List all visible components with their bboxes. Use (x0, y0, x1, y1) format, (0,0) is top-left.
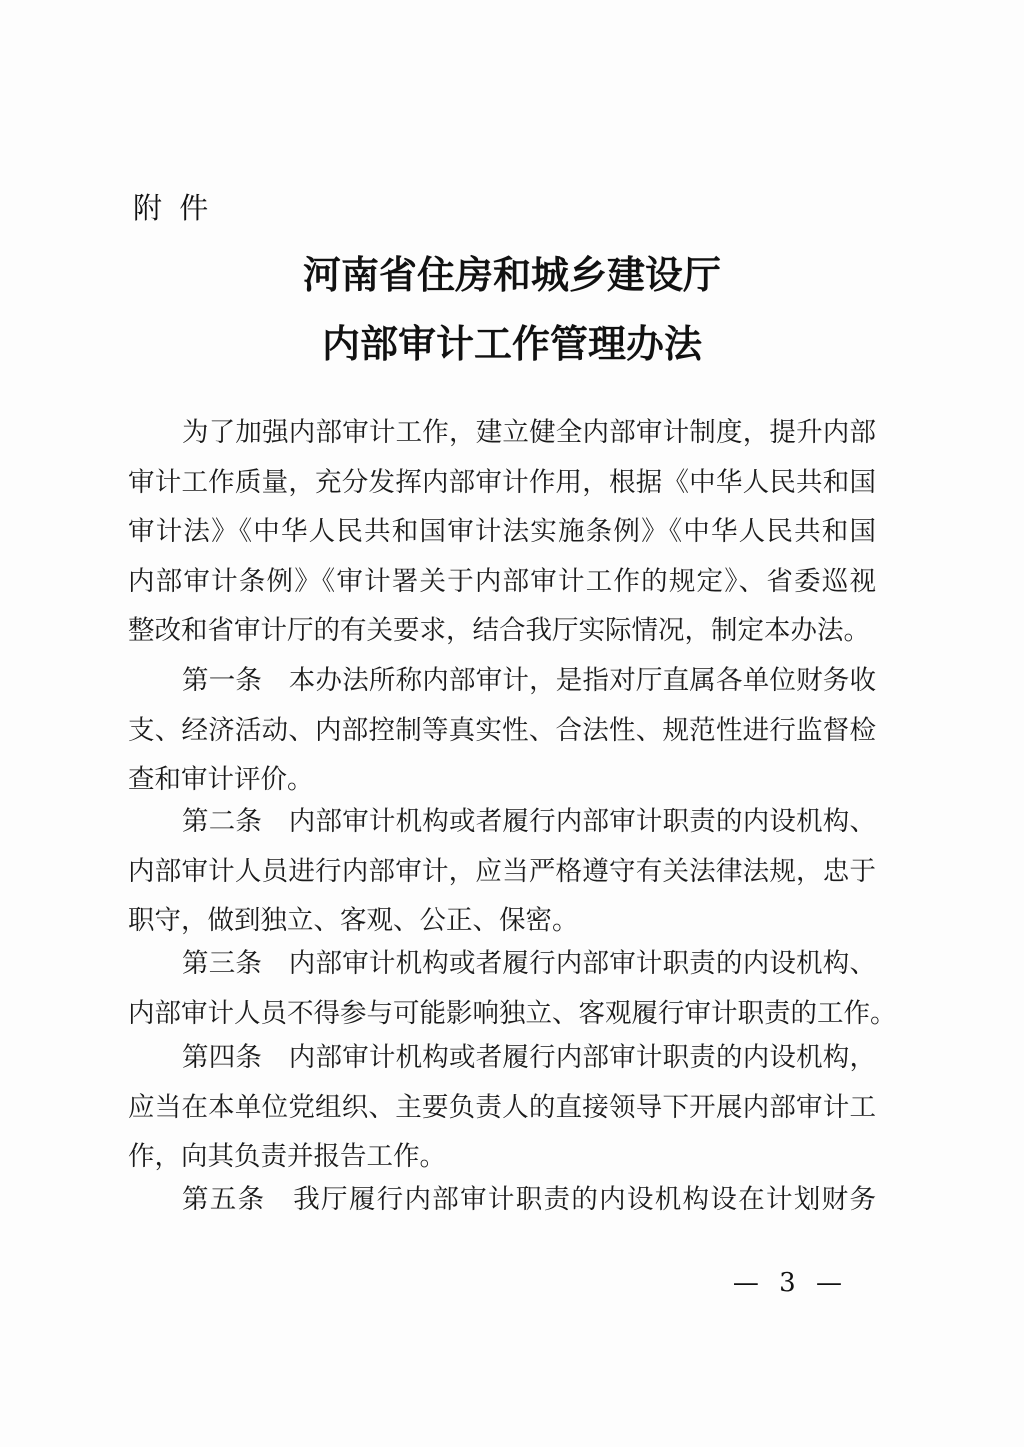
paragraph-line: 整改和省审计厅的有关要求，结合我厅实际情况，制定本办法。 (128, 615, 870, 646)
document-title-line-2: 内部审计工作管理办法 (321, 322, 702, 366)
document-title-line-1: 河南省住房和城乡建设厅 (302, 253, 721, 297)
paragraph-line: 查和审计评价。 (128, 764, 314, 795)
paragraph-line: 第一条 本办法所称内部审计，是指对厅直属各单位财务收 (182, 665, 876, 696)
paragraph-line: 第二条 内部审计机构或者履行内部审计职责的内设机构、 (182, 806, 876, 837)
paragraph-line: 内部审计条例》《审计署关于内部审计工作的规定》、省委巡视 (128, 565, 876, 597)
paragraph-line: 第三条 内部审计机构或者履行内部审计职责的内设机构、 (182, 948, 876, 979)
page-number: — 3 — (732, 1268, 848, 1298)
paragraph-line: 作，向其负责并报告工作。 (128, 1141, 446, 1172)
paragraph-line: 为了加强内部审计工作，建立健全内部审计制度，提升内部 (182, 417, 876, 448)
article-3-paragraph (128, 939, 897, 1038)
paragraph-line: 内部审计人员进行内部审计，应当严格遵守有关法律法规，忠于 (128, 855, 876, 887)
paragraph-line: 审计工作质量，充分发挥内部审计作用，根据《中华人民共和国 (128, 466, 876, 498)
paragraph-line: 支、经济活动、内部控制等真实性、合法性、规范性进行监督检 (128, 714, 876, 746)
preamble-paragraph (128, 408, 876, 656)
paragraph-line: 职守，做到独立、客观、公正、保密。 (128, 905, 579, 936)
article-4-paragraph (128, 1033, 876, 1182)
paragraph-line: 内部审计人员不得参与可能影响独立、客观履行审计职责的工作。 (128, 997, 897, 1029)
paragraph-line: 应当在本单位党组织、主要负责人的直接领导下开展内部审计工 (128, 1091, 876, 1123)
article-2-paragraph (128, 797, 876, 946)
paragraph-line: 审计法》《中华人民共和国审计法实施条例》《中华人民共和国 (128, 516, 876, 547)
article-1-paragraph (128, 656, 876, 805)
paragraph-line: 第五条 我厅履行内部审计职责的内设机构设在计划财务 (182, 1184, 876, 1215)
attachment-label: 附 件 (133, 191, 213, 225)
paragraph-line: 第四条 内部审计机构或者履行内部审计职责的内设机构， (182, 1042, 876, 1073)
article-5-paragraph (128, 1175, 876, 1225)
